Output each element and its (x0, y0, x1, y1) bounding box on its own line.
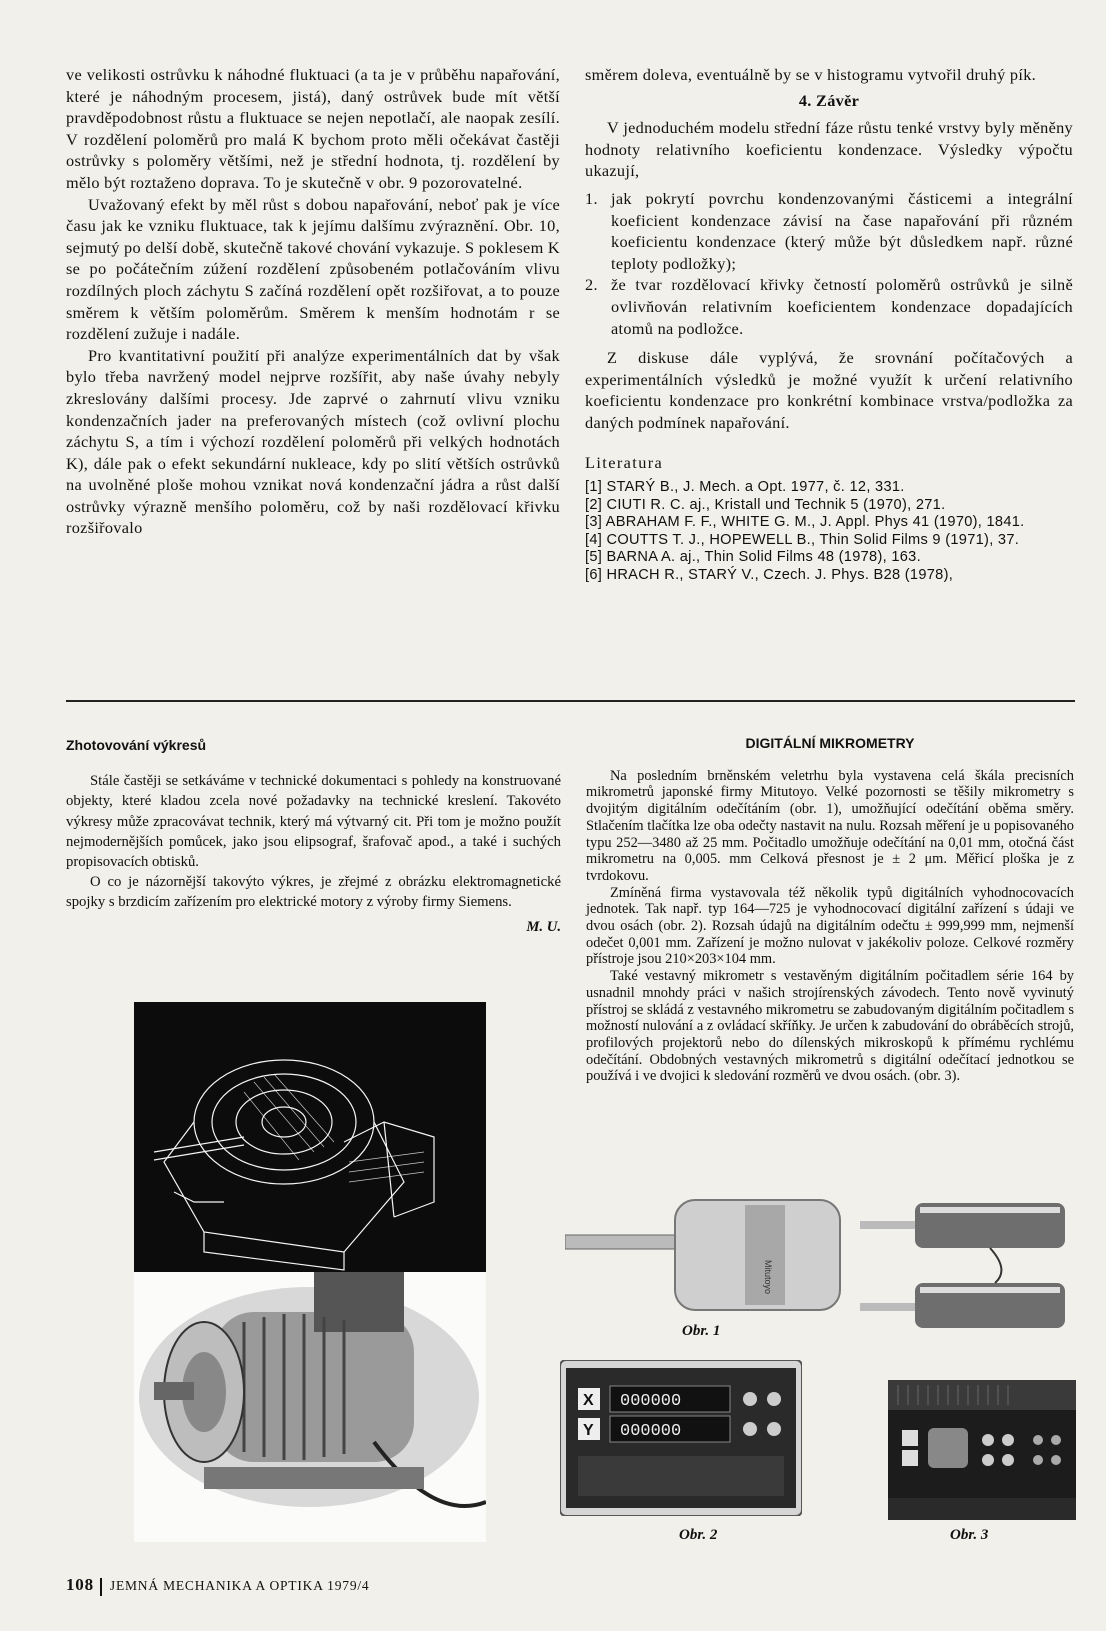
motor-clutch-illustration (134, 1002, 486, 1542)
journal-name: JEMNÁ MECHANIKA A OPTIKA 1979/4 (109, 1578, 370, 1593)
digital-display-unit-photo (560, 1360, 802, 1516)
paragraph: směrem doleva, eventuálně by se v histogramu vytvořil druhý pík. (585, 65, 1037, 84)
figure-caption-obr2: Obr. 2 (679, 1527, 718, 1543)
paragraph: Na posledním brněnském veletrhu byla vystavena celá škála precisních mikrometrů japonské firmy Mitutoyo. Velké pozornosti se těšily mikrometry s dvojitým digitálním odečítáním (obr. 1), umožňující odečítání oběma směry. Stlačením tlačítka lze oba odečty nastavit na nulu. Rozsah měření je u popisovaného typu 252—3480 až 25 mm. Počitadlo umožňuje odečítání na 0,01 mm, otočná část mikrometru na 0,005. mm Celková přesnost je ± 2 μm. Měřicí ploška je z tvrdokovu. (586, 767, 1074, 884)
paragraph: O co je názornější takovýto výkres, je zřejmé z obrázku elektromagnetické spojky s brzdicím zařízením pro elektrické motory z výroby firmy Siemens. (66, 874, 561, 911)
top-right-column (585, 64, 1073, 584)
paragraph: Zmíněná firma vystavovala též několik typů digitálních vyhodnocovacích jednotek. Tak např. typ 164—725 je vyhodnocovací digitální zařízení s údaji ve dvou osách (obr. 2). Rozsah údajů na digitálním odečtu ± 999,999 mm, nejmenší odečet 0,001 mm. Zařízení je možno nulovat v jakékoliv poloze. Celkové rozměry přístroje jsou 210×203×104 mm. (586, 884, 1074, 968)
paragraph: ve velikosti ostrůvku k náhodné fluktuaci (a ta je v průběhu napařování, které je náhodným procesem, jistá), daný ostrůvek bude mít větší pravděpodobnost růstu a fluktuace se nejen nepotlačí, ale naopak zesílí. V rozdělení poloměrů pro malá K bychom proto měli očekávat častěji ostrůvky s poloměry většími, než je střední hodnota, tj. rozdělení by mělo být roztaženo doprava. To je skutečně v obr. 9 pozorovatelné. (66, 65, 560, 192)
list-item (585, 188, 1073, 274)
list-number: 1. (585, 188, 598, 208)
paragraph: Uvažovaný efekt by měl růst s dobou napařování, neboť pak je více času jak ke vzniku fluktuace, tak k jejímu dalšímu zvýraznění. Obr. 10, sejmutý po delší době, skutečně takové chování vykazuje. S poklesem K se po počátečním zúžení rozdělení způsobeném potlačováním vlivu rozdílných ploch záchytu S začíná rozdělení opět rozšiřovat, a to pouze směrem k větším poloměrům. Směrem k menším hodnotám r se rozdělení zužuje i nadále. (66, 194, 560, 344)
footer-divider (100, 1578, 102, 1596)
literature-heading: Literatura (585, 452, 664, 472)
list-number: 2. (585, 275, 598, 295)
reference-item: [1] STARÝ B., J. Mech. a Opt. 1977, č. 12, 331. (585, 479, 905, 496)
section-divider (66, 700, 1075, 702)
list-item (585, 274, 1073, 339)
page-footer (66, 1575, 369, 1596)
y-axis-label: Y (583, 1422, 594, 1439)
bottom-left-column (66, 735, 561, 937)
paragraph: Z diskuse dále vyplývá, že srovnání počítačových a experimentálních výsledků je možné využít k určení relativního koeficientu kondenzace pro konkrétní kombinace vrstva/podložka za daných podmínek napařování. (585, 348, 1073, 432)
control-box-photo (888, 1380, 1076, 1520)
svg-text:Mitutoyo: Mitutoyo (763, 1260, 773, 1295)
paragraph: Také vestavný mikrometr s vestavěným digitálním počitadlem série 164 by usnadnil mnohdy práci v našich strojírenských závodech. Tento nově vyvinutý přístroj se skládá z vestavného mikrometru se zabudovaným digitálním počitadlem s možností nulování a z ovládací skříňky. Je určen k zabudování do obráběcích strojů, profilových projektorů nebo do dílenských mikroskopů k přímému rychlému odečítání. Obdobných vestavných mikrometrů s digitální odečítací jednotkou se používá i ve dvojici k sledování rozměrů ve dvou osách. (obr. 3). (586, 968, 1074, 1085)
author-initials: M. U. (526, 918, 561, 935)
reference-item: [2] CIUTI R. C. aj., Kristall und Technik 5 (1970), 271. (585, 496, 946, 513)
paragraph: Stále častěji se setkáváme v technické dokumentaci s pohledy na konstruované objekty, které kladou zcela nové požadavky na technické kreslení. Takovéto výkresy může zpracovávat technik, který má výtvarný cit. Při tom je možno použít nejmodernějších pomůcek, jako jsou elipsograf, šrafovač apod., a také i suchých propisovacích obtisků. (66, 773, 561, 871)
article-title: Zhotovování výkresů (66, 737, 207, 753)
paragraph: V jednoduchém modelu střední fáze růstu tenké vrstvy byly měněny hodnoty relativního koeficientu kondenzace. Výsledky výpočtu ukazují, (585, 118, 1073, 181)
section-heading: 4. Závěr (798, 90, 860, 110)
micrometer-photo (565, 1195, 845, 1315)
x-axis-label: X (583, 1392, 594, 1409)
figure-caption-obr3: Obr. 3 (950, 1527, 989, 1543)
list-text: že tvar rozdělovací křivky četností poloměrů ostrůvků je silně ovlivňován relativním koeficientem kondenzace dopadajících atomů na podložce. (611, 275, 1073, 338)
reference-item: [4] COUTTS T. J., HOPEWELL B., Thin Solid Films 9 (1971), 37. (585, 531, 1020, 548)
reference-item: [6] HRACH R., STARÝ V., Czech. J. Phys. B28 (1978), (585, 566, 954, 583)
reference-list (585, 479, 1073, 584)
list-text: jak pokrytí povrchu kondenzovanými částicemi a integrální koeficient kondenzace závisí na čase napařování při různém koeficientu kondenzace (který může být důsledkem např. různé teploty podložky); (611, 188, 1073, 273)
figure-caption-obr1: Obr. 1 (682, 1323, 721, 1339)
page-number: 108 (66, 1575, 94, 1594)
bottom-right-column (586, 735, 1074, 1085)
reference-item: [3] ABRAHAM F. F., WHITE G. M., J. Appl. Phys 41 (1970), 1841. (585, 514, 1025, 531)
top-left-column (66, 64, 560, 539)
y-readout: 000000 (620, 1422, 682, 1441)
reference-item: [5] BARNA A. aj., Thin Solid Films 48 (1978), 163. (585, 549, 921, 566)
article-title: DIGITÁLNÍ MIKROMETRY (745, 735, 915, 751)
paragraph: Pro kvantitativní použití při analýze experimentálních dat by však bylo třeba navržený model nejprve rozšířit, aby naše úvahy nebyly zkreslovány dalšími procesy. Jde zaprvé o zahrnutí vlivu vzniku kondenzačních jader na preferovaných místech (což ovlivní plochu záchytu S, a tím i výchozí rozdělení poloměrů při velkých hodnotách K), dále pak o efekt sekundární nukleace, kdy po slití větších ostrůvků na uvolněné ploše mohou vznikat nová kondenzační jádra a růst další ostrůvky výrazně menšího poloměru, což by naši rozdělovací křivku rozšiřovalo (66, 345, 560, 538)
micrometer-pair-photo (860, 1195, 1074, 1350)
x-readout: 000000 (620, 1392, 682, 1411)
conclusion-list (585, 188, 1073, 339)
